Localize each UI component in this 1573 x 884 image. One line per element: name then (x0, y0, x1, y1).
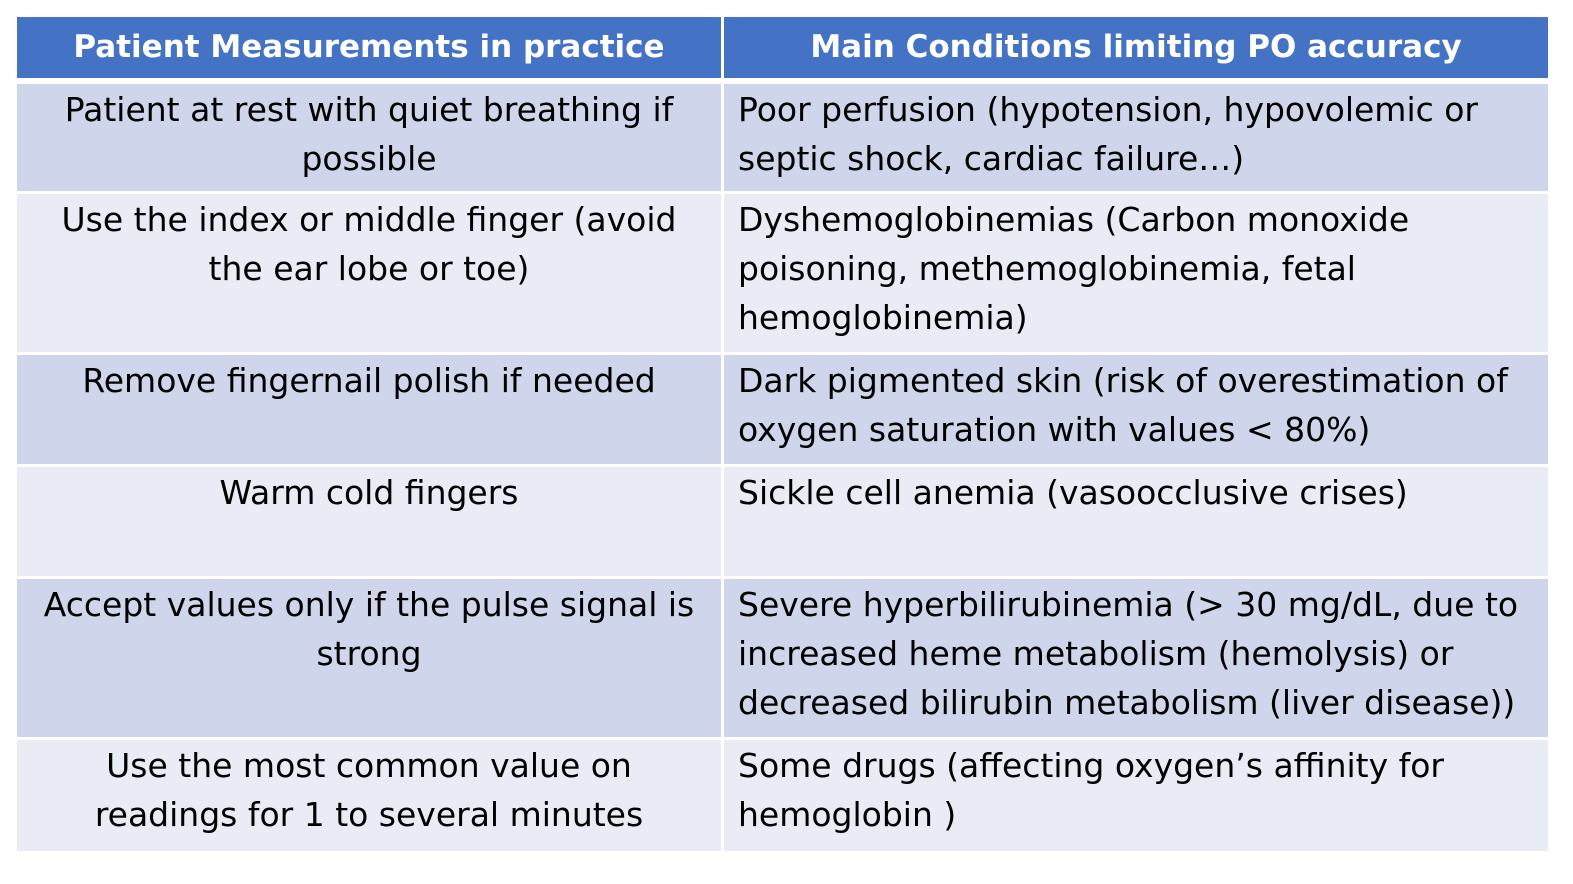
practice-cell: Use the index or middle finger (avoid the ear lobe or toe) (17, 194, 724, 355)
practice-cell: Warm cold fingers (17, 467, 724, 579)
practice-cell: Patient at rest with quiet breathing if possible (17, 84, 724, 194)
pulse-oximetry-table (17, 17, 1548, 851)
condition-cell: Some drugs (affecting oxygen’s affinity for hemoglobin ) (724, 740, 1548, 851)
table-body (17, 84, 1548, 851)
header-patient-measurements: Patient Measurements in practice (17, 17, 724, 84)
table-row (17, 579, 1548, 740)
table-row (17, 84, 1548, 194)
header-main-conditions: Main Conditions limiting PO accuracy (724, 17, 1548, 84)
table-header (17, 17, 1548, 84)
practice-cell: Remove fingernail polish if needed (17, 355, 724, 467)
table-row (17, 740, 1548, 851)
condition-cell: Sickle cell anemia (vasoocclusive crises) (724, 467, 1548, 579)
pulse-oximetry-table-container (17, 17, 1548, 851)
condition-cell: Severe hyperbilirubinemia (> 30 mg/dL, due to increased heme metabolism (hemolysis) or decreased bilirubin metabolism (liver disease)) (724, 579, 1548, 740)
table-row (17, 467, 1548, 579)
practice-cell: Accept values only if the pulse signal is strong (17, 579, 724, 740)
condition-cell: Dark pigmented skin (risk of overestimation of oxygen saturation with values < 80%) (724, 355, 1548, 467)
condition-cell: Dyshemoglobinemias (Carbon monoxide poisoning, methemoglobinemia, fetal hemoglobinemia) (724, 194, 1548, 355)
table-row (17, 355, 1548, 467)
condition-cell: Poor perfusion (hypotension, hypovolemic or septic shock, cardiac failure…) (724, 84, 1548, 194)
table-row (17, 194, 1548, 355)
practice-cell: Use the most common value on readings for 1 to several minutes (17, 740, 724, 851)
header-row (17, 17, 1548, 84)
